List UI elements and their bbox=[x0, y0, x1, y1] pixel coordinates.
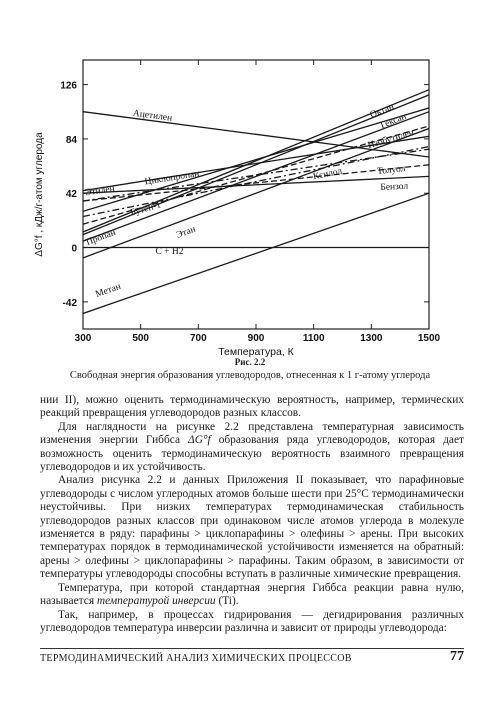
x-tick-label-2: 700 bbox=[189, 333, 207, 344]
series-label-11: Толуол bbox=[376, 164, 406, 177]
series-label-13: Бензол bbox=[380, 181, 409, 194]
body-text bbox=[40, 394, 464, 635]
series-label-3: Бутен-1 bbox=[129, 200, 163, 219]
paragraph-4-start: Температура, при которой стандартная энергия Гиббса реакции равна нулю, называется bbox=[40, 581, 464, 608]
y-tick-label-0: 126 bbox=[60, 80, 77, 92]
figure-number: Рис. 2.2 bbox=[234, 357, 266, 367]
series-label-6: Метан bbox=[94, 281, 123, 300]
paragraph-2-end: образования ряда углеводородов, которая дает возможность оценить термодинамическую вероятность взаимного превращения углеводородов и их устойчивость. bbox=[40, 434, 464, 474]
x-tick-label-1: 500 bbox=[132, 333, 150, 344]
series-line-10 bbox=[83, 108, 429, 211]
paragraph-3: Анализ рисунка 2.2 и данных Приложения II показывает, что парафиновые углеводороды с числом углеродных атомов больше шести при 25°С термодинамически неустойчивы. При низких температурах термодинамическая стабильность углеводородов разных классов при одинаковом числе атомов углерода в молекуле изменяется в ряду: парафины > циклопарафины > олефины > арены. При высоких температурах порядок в термодинамической устойчивости изменяется на обратный: арены > олефины > циклопарафины > парафины. Таким образом, в зависимости от температуры углеводороды способны вступать в различные химические превращения. bbox=[40, 474, 464, 581]
inversion-term: температурой инверсии bbox=[96, 595, 216, 608]
y-tick-label-3: 0 bbox=[71, 243, 77, 255]
paragraph-2-start: Для наглядности на рисунке 2.2 представлена температурная зависимость изменения энергии Гиббса bbox=[40, 420, 464, 447]
series-label-8: Октан bbox=[368, 101, 396, 121]
series-label-2: Циклопропан bbox=[144, 169, 201, 188]
page-footer bbox=[40, 648, 464, 669]
paragraph-1: нии II), можно оценить термодинамическую вероятность, например, термических реакций превращения углеводородов разных классов. bbox=[40, 394, 464, 420]
y-tick-label-2: 42 bbox=[65, 189, 77, 201]
x-axis-label: Температура, К bbox=[218, 346, 294, 358]
paragraph-2 bbox=[40, 421, 464, 475]
series-line-12 bbox=[83, 147, 429, 217]
x-tick-label-4: 1100 bbox=[302, 333, 325, 344]
page-number: 77 bbox=[450, 649, 464, 664]
series-label-0: Ацетилен bbox=[132, 108, 173, 124]
y-tick-label-4: -42 bbox=[62, 297, 77, 309]
series-label-7: C + H2 bbox=[155, 246, 184, 257]
series-label-10: Изобутилен bbox=[366, 127, 416, 152]
paragraph-4-end: (Ti). bbox=[215, 595, 239, 608]
y-tick-label-1: 84 bbox=[65, 134, 77, 146]
paragraph-4 bbox=[40, 582, 464, 609]
gibbs-symbol: ΔG°f bbox=[188, 434, 211, 447]
y-axis-label: ΔG°f , кДж/г-атом углерода bbox=[34, 132, 45, 257]
figure-caption: Свободная энергия образования углеводородов, отнесенная к 1 г-атому углерода bbox=[69, 370, 431, 381]
x-tick-label-0: 300 bbox=[74, 333, 92, 344]
plot-frame bbox=[83, 60, 429, 329]
x-tick-label-6: 1500 bbox=[417, 333, 441, 344]
series-line-13 bbox=[83, 176, 429, 193]
x-tick-label-5: 1300 bbox=[360, 333, 383, 344]
paragraph-5: Так, например, в процессах гидрирования — дегидрирования различных углеводородов температура инверсии различна и зависит от природы углеводорода: bbox=[40, 608, 464, 634]
series-label-12: Ксилол bbox=[312, 166, 344, 183]
x-tick-label-3: 900 bbox=[247, 333, 265, 344]
running-title: ТЕРМОДИНАМИЧЕСКИЙ АНАЛИЗ ХИМИЧЕСКИХ ПРОЦЕССОВ bbox=[40, 653, 352, 664]
series-label-9: Гексан bbox=[379, 111, 409, 132]
series-label-5: Этан bbox=[175, 224, 198, 241]
series-label-1: Этилен bbox=[84, 184, 116, 199]
series-label-4: Пропан bbox=[84, 227, 118, 248]
